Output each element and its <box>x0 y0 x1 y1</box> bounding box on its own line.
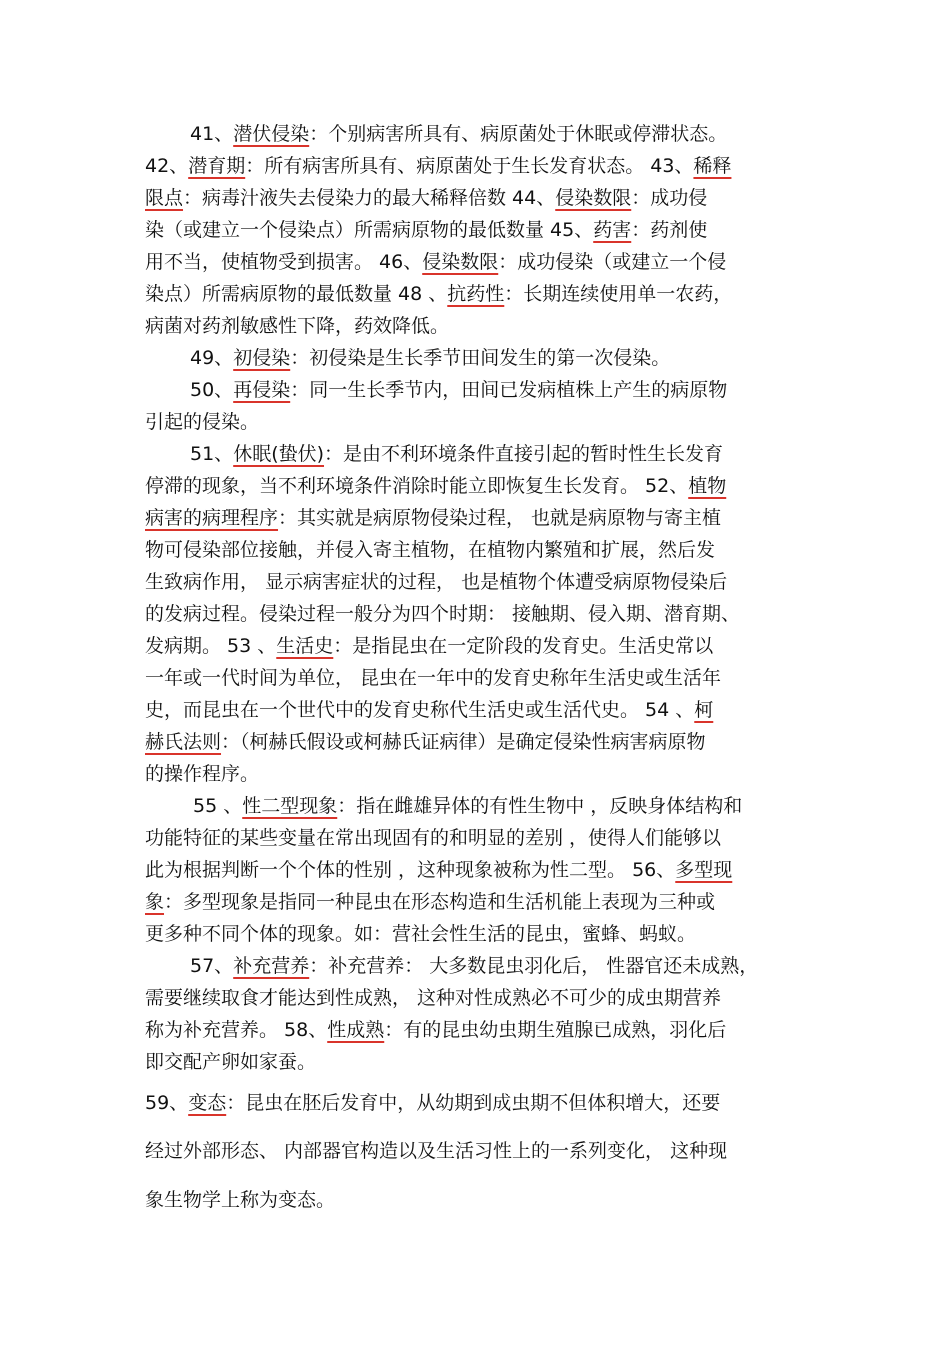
text-line <box>145 150 815 182</box>
text-segment: ：病毒汁液失去侵染力的最大稀释倍数 44、 <box>183 187 556 209</box>
text-segment: 更多种不同个体的现象。如：营社会性生活的昆虫，蜜蜂、蚂蚁。 <box>145 923 697 945</box>
text-segment: ：是指昆虫在一定阶段的发育史。生活史常以 <box>333 635 714 657</box>
text-line <box>145 1087 815 1119</box>
text-segment: ：所有病害所具有、病原菌处于生长发育状态。 43、 <box>245 155 694 177</box>
term-underlined: 潜伏侵染 <box>233 123 310 145</box>
term-underlined: 补充营养 <box>233 955 310 977</box>
text-segment: 物可侵染部位接触，并侵入寄主植物，在植物内繁殖和扩展，然后发 <box>145 539 716 561</box>
text-segment: ：补充营养： 大多数昆虫羽化后， 性器官还未成熟， <box>309 955 759 977</box>
text-segment: 即交配产卵如家蚕。 <box>145 1051 317 1073</box>
text-segment: 象生物学上称为变态。 <box>145 1189 336 1211</box>
text-line <box>145 598 815 630</box>
text-segment: 49、 <box>190 347 234 369</box>
text-line <box>145 246 815 278</box>
text-line <box>145 1184 815 1216</box>
text-segment: ：长期连续使用单一农药， <box>504 283 733 305</box>
term-underlined: 象 <box>145 891 165 913</box>
text-line <box>145 662 815 694</box>
text-segment: ：初侵染是生长季节田间发生的第一次侵染。 <box>290 347 671 369</box>
term-underlined: 病害的病理程序 <box>145 507 279 529</box>
text-line <box>145 1046 815 1078</box>
text-segment: ：有的昆虫幼虫期生殖腺已成熟，羽化后 <box>384 1019 727 1041</box>
text-line <box>145 182 815 214</box>
text-line <box>145 758 815 790</box>
text-line <box>193 790 815 822</box>
term-underlined: 植物 <box>688 475 727 497</box>
text-line <box>145 534 815 566</box>
text-line <box>145 822 815 854</box>
text-segment: ：多型现象是指同一种昆虫在形态构造和生活机能上表现为三种或 <box>164 891 716 913</box>
text-segment: 用不当，使植物受到损害。 46、 <box>145 251 423 273</box>
text-segment: ：成功侵染（或建立一个侵 <box>498 251 727 273</box>
text-line <box>145 278 815 310</box>
text-segment: ：是由不利环境条件直接引起的暂时性生长发育 <box>324 443 724 465</box>
text-line <box>190 118 815 150</box>
text-line <box>145 214 815 246</box>
text-segment: 生致病作用， 显示病害症状的过程， 也是植物个体遭受病原物侵染后 <box>145 571 728 593</box>
term-underlined: 再侵染 <box>233 379 291 401</box>
text-segment: 59、 <box>145 1092 189 1114</box>
text-segment: ：昆虫在胚后发育中，从幼期到成虫期不但体积增大，还要 <box>226 1092 721 1114</box>
text-line <box>145 310 815 342</box>
text-line <box>145 566 815 598</box>
text-segment: ：其实就是病原物侵染过程， 也就是病原物与寄主植 <box>278 507 722 529</box>
term-underlined: 性二型现象 <box>242 795 338 817</box>
text-segment: 发病期。 53 、 <box>145 635 277 657</box>
term-underlined: 侵染数限 <box>555 187 632 209</box>
text-segment: 史，而昆虫在一个世代中的发育史称代生活史或生活代史。 54 、 <box>145 699 695 721</box>
term-underlined: 多型现 <box>675 859 733 881</box>
term-underlined: 药害 <box>593 219 632 241</box>
text-segment: 50、 <box>190 379 234 401</box>
text-line <box>145 918 815 950</box>
text-segment: 41、 <box>190 123 234 145</box>
text-segment: 42、 <box>145 155 189 177</box>
term-underlined: 变态 <box>188 1092 227 1114</box>
term-underlined: 性成熟 <box>327 1019 385 1041</box>
term-underlined: 限点 <box>145 187 184 209</box>
text-segment: 功能特征的某些变量在常出现固有的和明显的差别 ，使得人们能够以 <box>145 827 722 849</box>
text-segment: ：药剂使 <box>631 219 708 241</box>
text-line <box>190 438 815 470</box>
term-underlined: 赫氏法则 <box>145 731 222 753</box>
text-line <box>145 854 815 886</box>
text-segment: 引起的侵染。 <box>145 411 260 433</box>
text-line <box>145 886 815 918</box>
text-segment: ：（柯赫氏假设或柯赫氏证病律）是确定侵染性病害病原物 <box>221 731 706 753</box>
text-segment: ：成功侵 <box>631 187 708 209</box>
text-line <box>145 1014 815 1046</box>
text-line <box>145 502 815 534</box>
text-segment: 病菌对药剂敏感性下降，药效降低。 <box>145 315 450 337</box>
text-segment: 一年或一代时间为单位， 昆虫在一年中的发育史称年生活史或生活年 <box>145 667 722 689</box>
text-segment: ：指在雌雄异体的有性生物中 ，反映身体结构和 <box>337 795 743 817</box>
text-line <box>145 1135 815 1167</box>
term-underlined: 生活史 <box>276 635 334 657</box>
term-underlined: 稀释 <box>693 155 732 177</box>
text-segment: 55 、 <box>193 795 243 817</box>
term-underlined: 柯 <box>694 699 714 721</box>
text-segment: 的操作程序。 <box>145 763 260 785</box>
text-line <box>190 342 815 374</box>
text-line <box>145 470 815 502</box>
text-line <box>145 982 815 1014</box>
term-underlined: 侵染数限 <box>422 251 499 273</box>
text-segment: 57、 <box>190 955 234 977</box>
term-underlined: 休眠(蛰伏) <box>233 443 325 465</box>
text-segment: 染点）所需病原物的最低数量 48 、 <box>145 283 448 305</box>
text-segment: 51、 <box>190 443 234 465</box>
text-segment: 称为补充营养。 58、 <box>145 1019 328 1041</box>
text-line <box>145 694 815 726</box>
text-line <box>190 374 815 406</box>
text-line <box>190 950 815 982</box>
text-segment: 此为根据判断一个个体的性别 ，这种现象被称为性二型。 56、 <box>145 859 676 881</box>
text-line <box>145 630 815 662</box>
text-segment: ：个别病害所具有、病原菌处于休眠或停滞状态。 <box>309 123 728 145</box>
text-segment: 需要继续取食才能达到性成熟， 这种对性成熟必不可少的成虫期营养 <box>145 987 722 1009</box>
term-underlined: 潜育期 <box>188 155 246 177</box>
text-segment: 的发病过程。侵染过程一般分为四个时期： 接触期、侵入期、潜育期、 <box>145 603 741 625</box>
text-segment: 停滞的现象，当不利环境条件消除时能立即恢复生长发育。 52、 <box>145 475 689 497</box>
text-line <box>145 726 815 758</box>
text-segment: 经过外部形态、 内部器官构造以及生活习性上的一系列变化， 这种现 <box>145 1140 728 1162</box>
term-underlined: 初侵染 <box>233 347 291 369</box>
text-segment: ：同一生长季节内，田间已发病植株上产生的病原物 <box>290 379 728 401</box>
term-underlined: 抗药性 <box>447 283 505 305</box>
text-line <box>145 406 815 438</box>
text-segment: 染（或建立一个侵染点）所需病原物的最低数量 45、 <box>145 219 594 241</box>
